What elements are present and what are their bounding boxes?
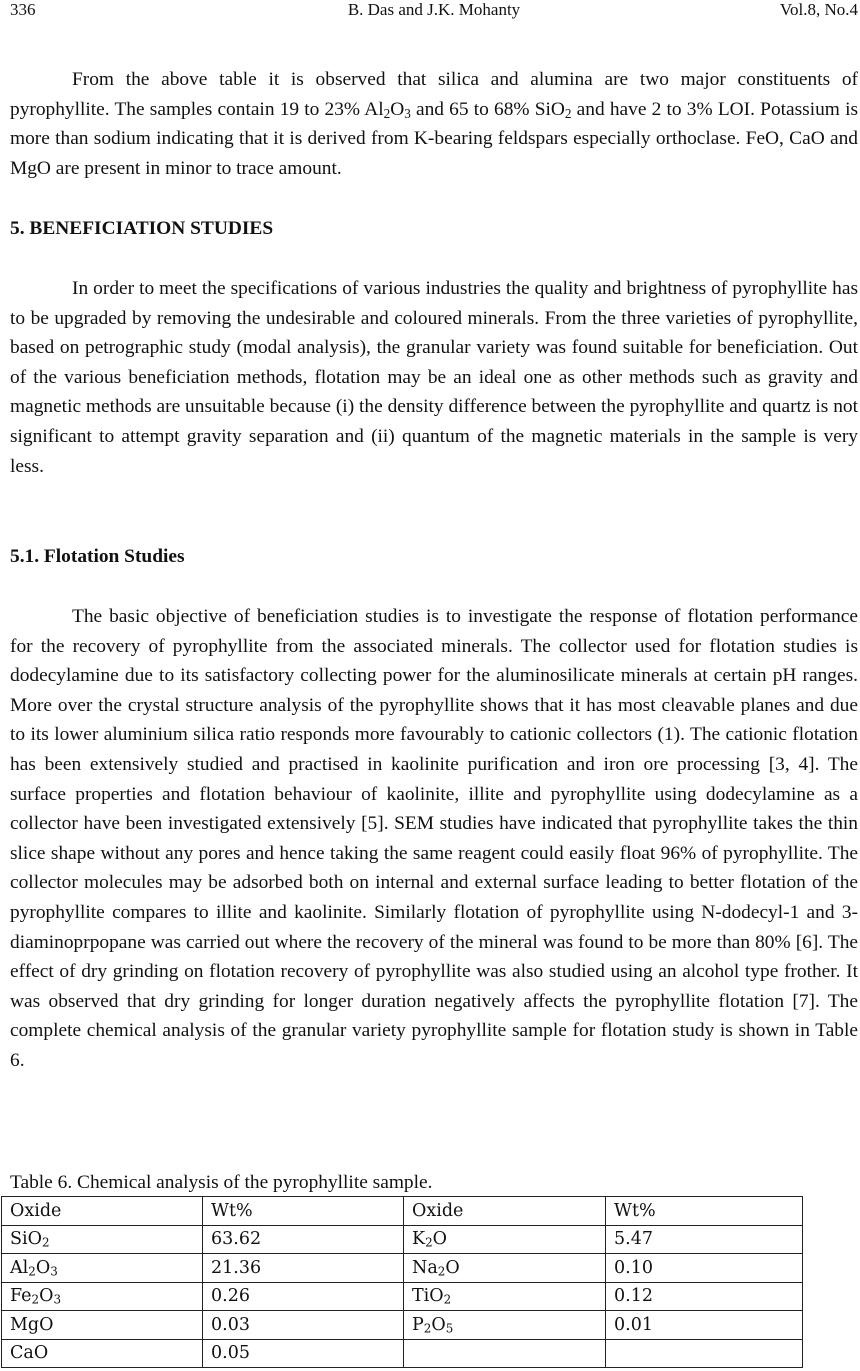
table-row: [2, 1282, 803, 1311]
oxide-cell: $Al_2O_3$: [2, 1254, 203, 1283]
header-cell-wt: Wt%: [606, 1197, 803, 1226]
wt-cell: 0.26: [203, 1282, 404, 1311]
header-cell-oxide: Oxide: [2, 1197, 203, 1226]
wt-cell: 5.47: [606, 1225, 803, 1254]
beneficiation-paragraph: [10, 274, 858, 481]
header-cell-oxide: Oxide: [404, 1197, 606, 1226]
oxide-cell: $P_2O_5$: [404, 1311, 606, 1340]
table-caption: Table 6. Chemical analysis of the pyrophyllite sample.: [10, 1172, 433, 1193]
table-row: [2, 1339, 803, 1368]
oxide-cell: $Fe_2O_3$: [2, 1282, 203, 1311]
oxide-cell: $K_2O$: [404, 1225, 606, 1254]
oxide-cell: $Na_2O$: [404, 1254, 606, 1283]
wt-cell: 0.05: [203, 1339, 404, 1368]
table-header-row: [2, 1197, 803, 1226]
wt-cell: 63.62: [203, 1225, 404, 1254]
subsection-heading-flotation: 5.1. Flotation Studies: [10, 546, 185, 567]
flotation-paragraph: [10, 602, 858, 1076]
wt-cell: 0.03: [203, 1311, 404, 1340]
intro-paragraph-text: From the above table it is observed that silica and alumina are two major constituents of pyrophyllite. The samples contain 19 to 23% $Al_2O_3$ and 65 to 68% SiO$_2$ and have 2 to 3% LOI. Potassium is more than sodium indicating that it is derived from K-bearing feldspars especially orthoclase. FeO, CaO and MgO are present in minor to trace amount.: [10, 69, 858, 179]
oxide-cell: MgO: [2, 1311, 203, 1340]
oxide-cell: TiO$_2$: [404, 1282, 606, 1311]
flotation-paragraph-text: The basic objective of beneficiation studies is to investigate the response of flotation performance for the recovery of pyrophyllite from the associated minerals. The collector used for flotation studies is dodecylamine due to its satisfactory collecting power for the aluminosilicate minerals at certain pH ranges. More over the crystal structure analysis of the pyrophyllite shows that it has most cleavable planes and due to its lower aluminium silica ratio responds more favourably to cationic collectors (1). The cationic flotation has been extensively studied and practised in kaolinite purification and iron ore processing [3, 4]. The surface properties and flotation behaviour of kaolinite, illite and pyrophyllite using dodecylamine as a collector have been investigated extensively [5]. SEM studies have indicated that pyrophyllite takes the thin slice shape without any pores and hence taking the same reagent could easily float 96% of pyrophyllite. The collector molecules may be adsorbed both on internal and external surface leading to better flotation of the pyrophyllite compares to illite and kaolinite. Similarly flotation of pyrophyllite using N-dodecyl-1 and 3-diaminoprpopane was carried out where the recovery of the mineral was found to be more than 80% [6]. The effect of dry grinding on flotation recovery of pyrophyllite was also studied using an alcohol type frother. It was observed that dry grinding for longer duration negatively affects the pyrophyllite flotation [7]. The complete chemical analysis of the granular variety pyrophyllite sample for flotation study is shown in Table 6.: [10, 606, 858, 1071]
oxide-cell: [404, 1339, 606, 1368]
volume-issue: Vol.8, No.4: [779, 0, 858, 19]
section-heading-beneficiation: 5. BENEFICIATION STUDIES: [10, 218, 274, 239]
oxide-cell: CaO: [2, 1339, 203, 1368]
page-number: 336: [10, 0, 36, 19]
wt-cell: 0.12: [606, 1282, 803, 1311]
table-row: [2, 1225, 803, 1254]
oxide-cell: SiO$_2$: [2, 1225, 203, 1254]
wt-cell: 0.01: [606, 1311, 803, 1340]
running-header: [10, 0, 858, 22]
table-row: [2, 1311, 803, 1340]
wt-cell: [606, 1339, 803, 1368]
intro-paragraph: [10, 65, 858, 183]
chemical-analysis-table: [1, 1196, 803, 1368]
running-authors: B. Das and J.K. Mohanty: [347, 0, 521, 19]
header-cell-wt: Wt%: [203, 1197, 404, 1226]
beneficiation-paragraph-text: In order to meet the specifications of various industries the quality and brightness of pyrophyllite has to be upgraded by removing the undesirable and coloured minerals. From the three varieties of pyrophyllite, based on petrographic study (modal analysis), the granular variety was found suitable for beneficiation. Out of the various beneficiation methods, flotation may be an ideal one as other methods such as gravity and magnetic methods are unsuitable because (i) the density difference between the pyrophyllite and quartz is not significant to attempt gravity separation and (ii) quantum of the magnetic materials in the sample is very less.: [10, 278, 858, 477]
wt-cell: 21.36: [203, 1254, 404, 1283]
wt-cell: 0.10: [606, 1254, 803, 1283]
table-row: [2, 1254, 803, 1283]
